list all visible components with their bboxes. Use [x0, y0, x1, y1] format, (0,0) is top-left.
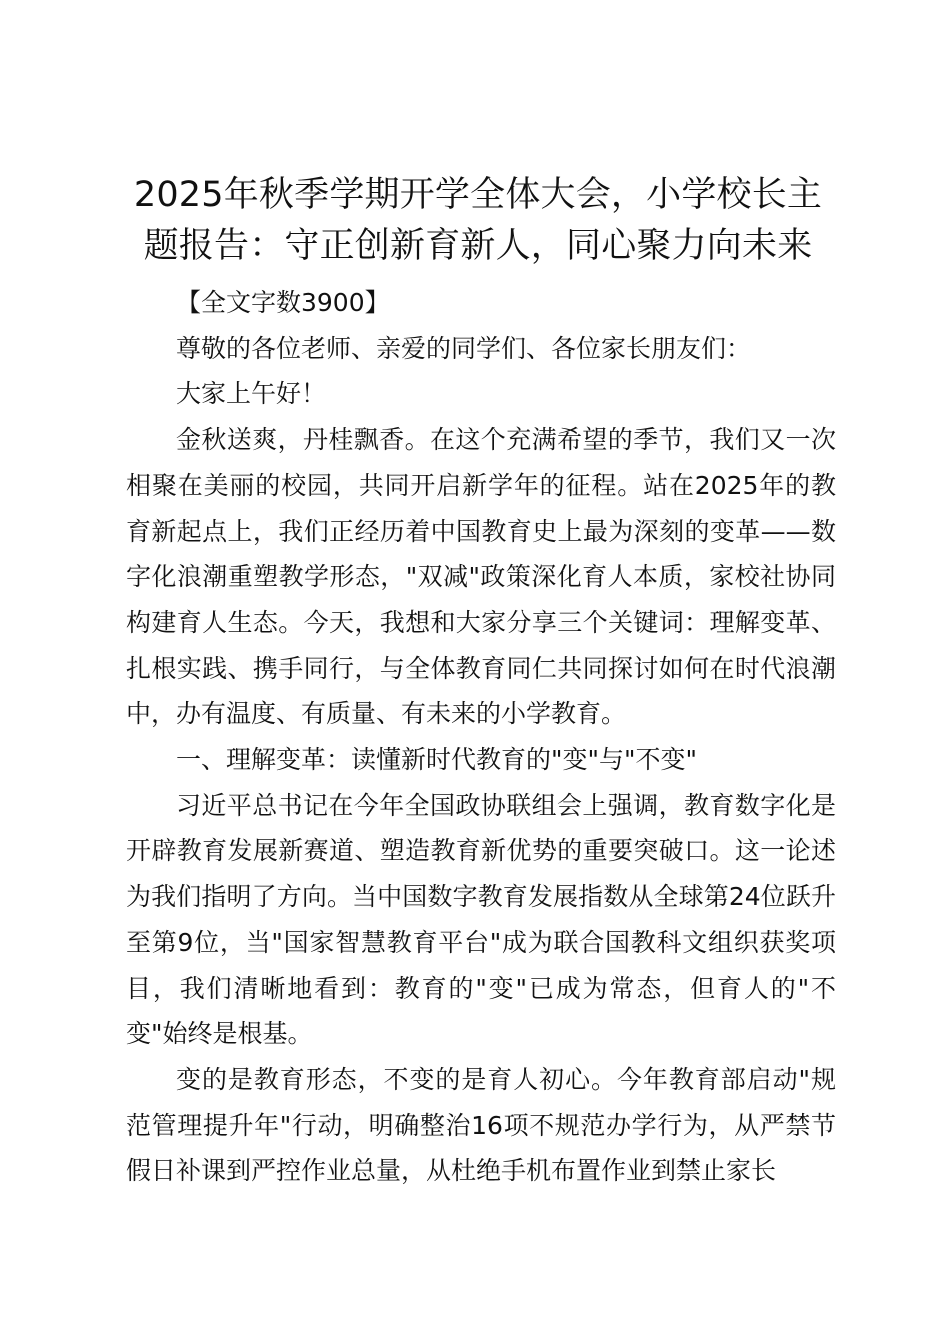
- paragraph-section-1-a: 习近平总书记在今年全国政协联组会上强调，教育数字化是开辟教育发展新赛道、塑造教育新优势的重要突破口。这一论述为我们指明了方向。当中国数字教育发展指数从全球第24位跃升至第9位，当"国家智慧教育平台"成为联合国教科文组织获奖项目，我们清晰地看到：教育的"变"已成为常态，但育人的"不变"始终是根基。: [126, 790, 836, 1049]
- paragraph-section-1-b: 变的是教育形态，不变的是育人初心。今年教育部启动"规范管理提升年"行动，明确整治16项不规范办学行为，从严禁节假日补课到严控作业总量，从杜绝手机布置作业到禁止家长: [126, 1064, 836, 1186]
- paragraph-intro: 金秋送爽，丹桂飘香。在这个充满希望的季节，我们又一次相聚在美丽的校园，共同开启新学年的征程。站在2025年的教育新起点上，我们正经历着中国教育史上最为深刻的变革——数字化浪潮重塑教学形态，"双减"政策深化育人本质，家校社协同构建育人生态。今天，我想和大家分享三个关键词：理解变革、扎根实践、携手同行，与全体教育同仁共同探讨如何在时代浪潮中，办有温度、有质量、有未来的小学教育。: [126, 425, 836, 729]
- document-title: 2025年秋季学期开学全体大会，小学校长主题报告：守正创新育新人，同心聚力向未来: [133, 175, 823, 266]
- paragraph-salutation: 尊敬的各位老师、亲爱的同学们、各位家长朋友们：: [176, 333, 752, 363]
- paragraph-greeting: 大家上午好！: [176, 379, 327, 409]
- section-heading-1: 一、理解变革：读懂新时代教育的"变"与"不变": [176, 745, 697, 775]
- word-count-note: 【全文字数3900】: [176, 288, 390, 317]
- document-body: [126, 280, 836, 1194]
